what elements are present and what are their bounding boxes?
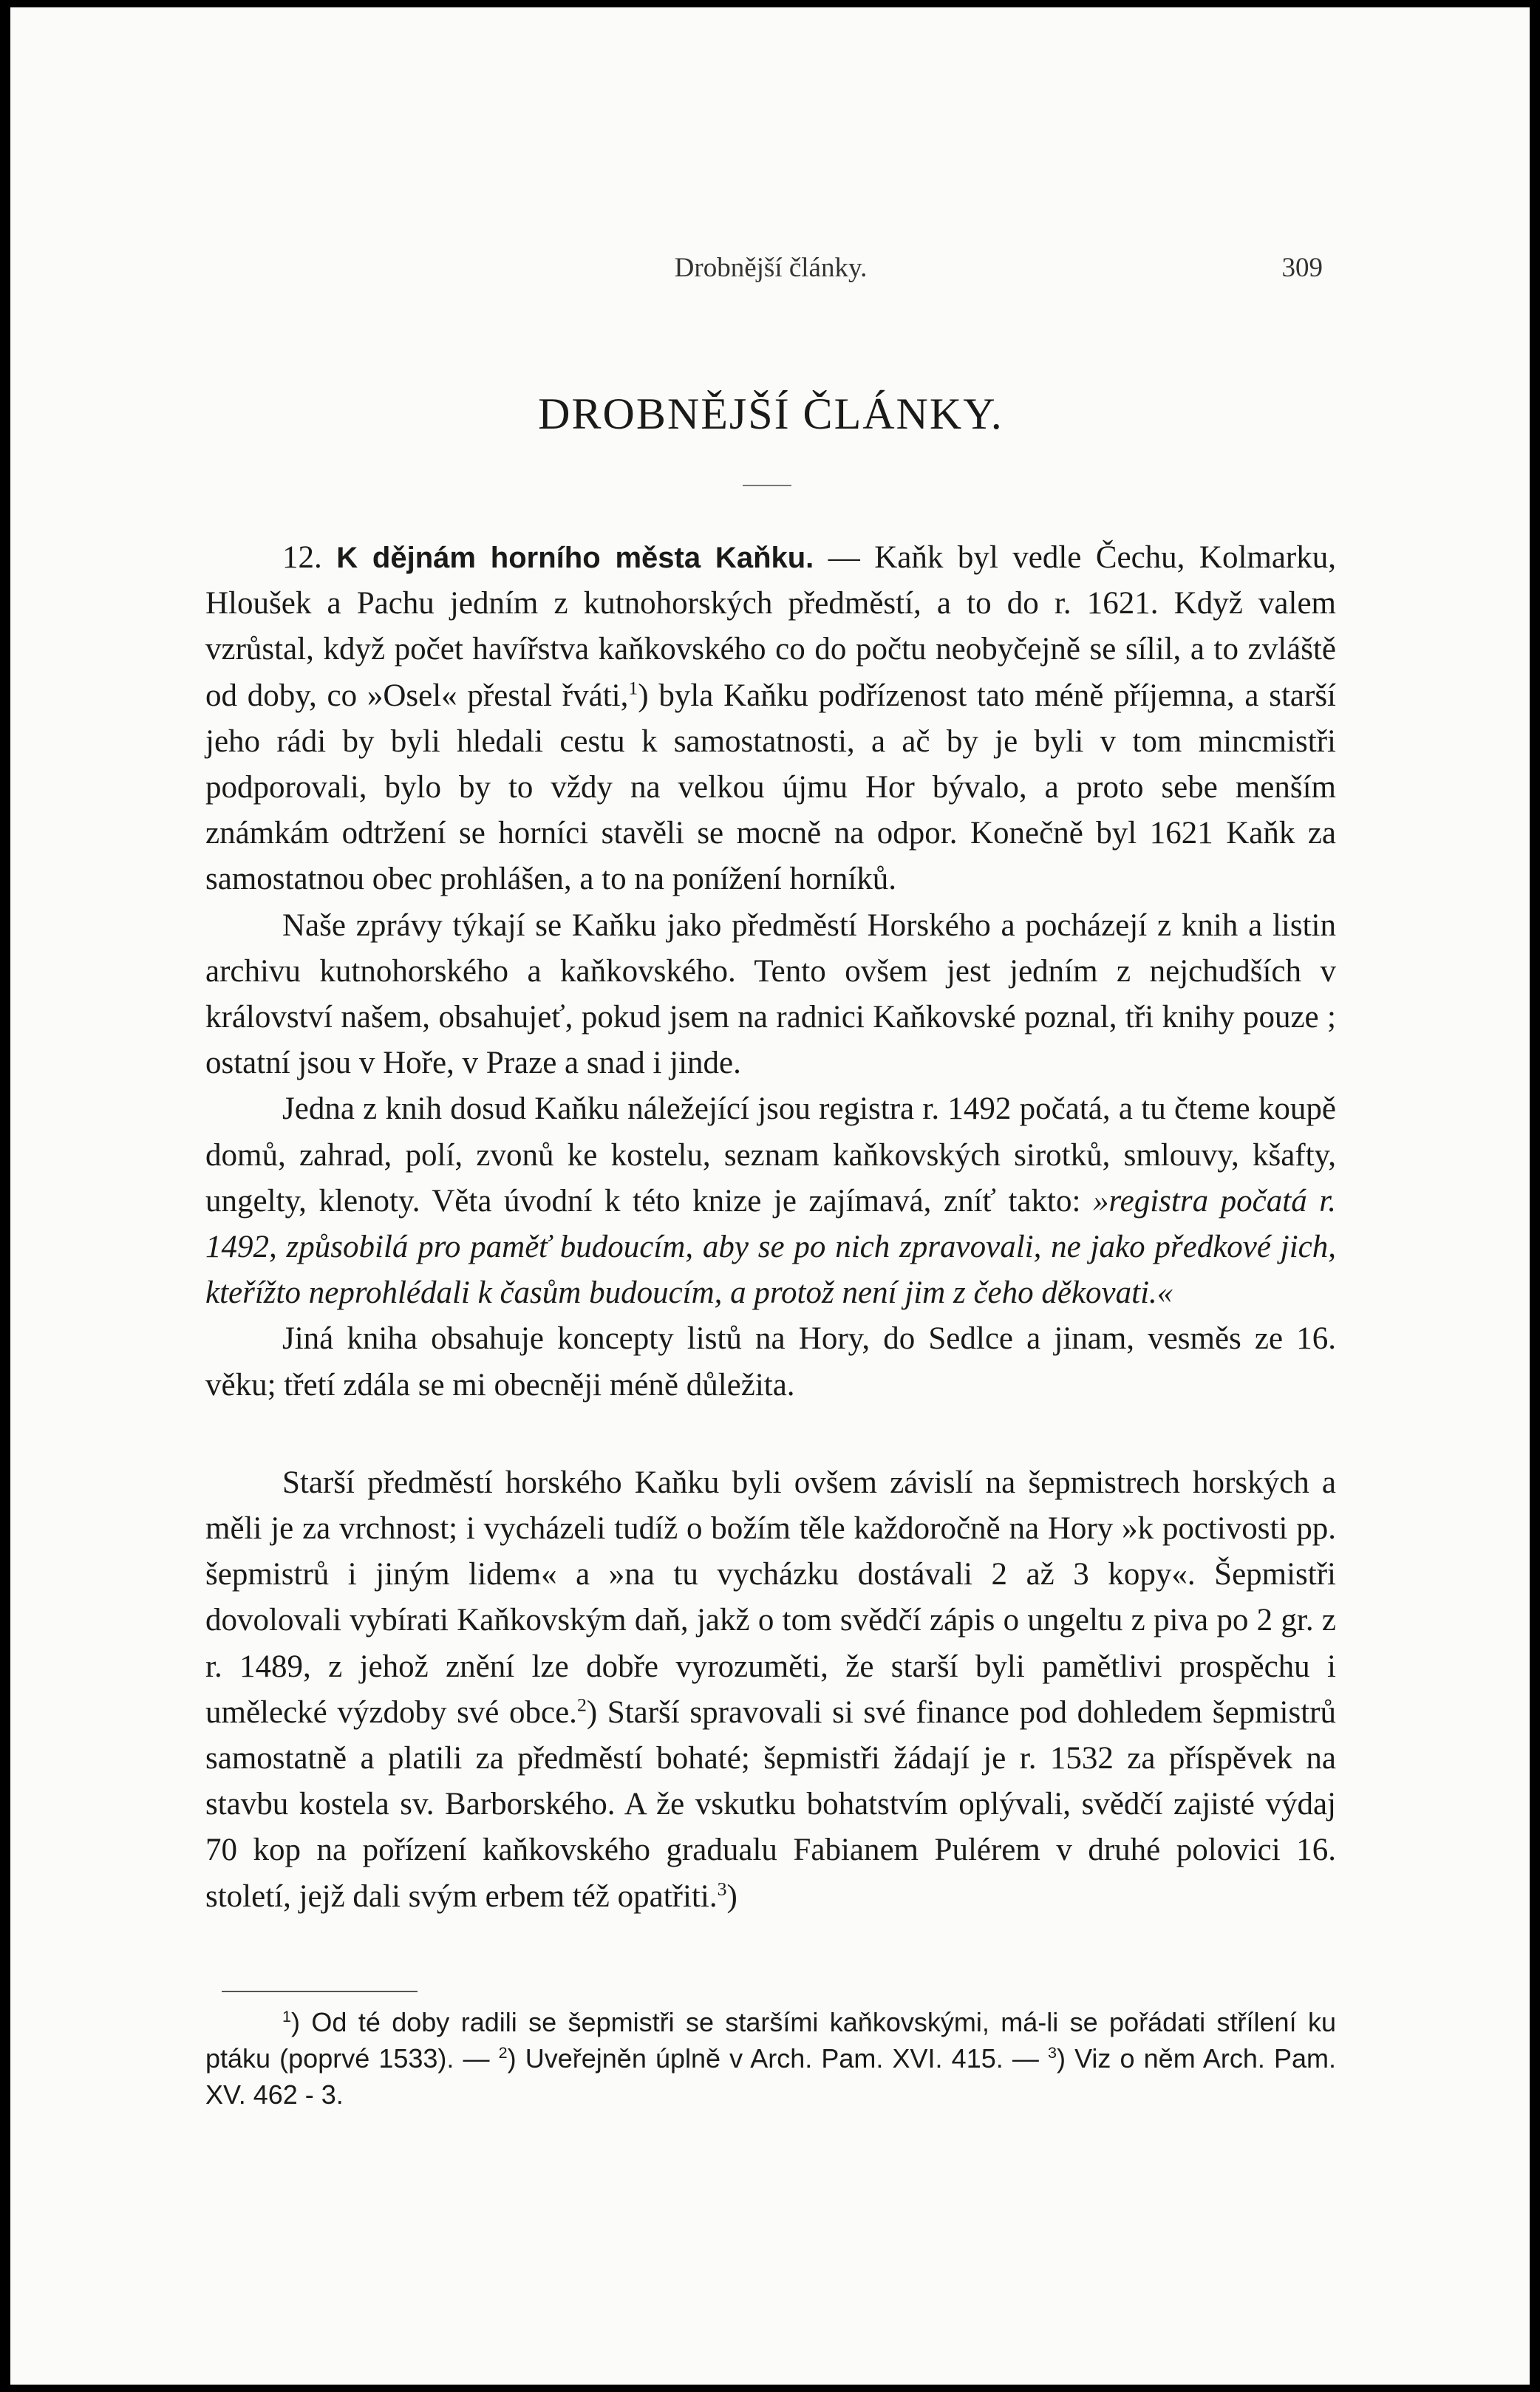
paragraph-2: Naše zprávy týkají se Kaňku jako předměstí Horského a pocházejí z knih a listin archivu kutnohorského a kaňkovského. Tento ovšem jest jedním z nejchudších v království našem, obsahujeť, pokud jsem na radnici Kaňkovské poznal, tři knihy pouze ; ostatní jsou v Hoře, v Praze a snad i jinde.	[205, 907, 1336, 1081]
article-heading: K dějnám horního města Kaňku.	[336, 542, 814, 574]
footnote-1-text: ) Od té doby radili se šepmistři se staršími kaňkovskými, má-li se pořádati střílení ku ptáku (poprvé 1533). —	[205, 2007, 1336, 2074]
footnote-block	[205, 2004, 1336, 2113]
paragraph-3-quote: »registra počatá r. 1492, způsobilá pro paměť budoucím, aby se po nich zpravovali, ne jako předkové jich, kteřížto neprohlédali k časům budoucím, a protož není jim z čeho děkovati.«	[205, 1183, 1336, 1311]
paragraph-1-text-cont: ) byla Kaňku podřízenost tato méně příjemna, a starší jeho rádi by byli hledali cestu k samostatnosti, a ač by je byli v tom mincmistři podporovali, bylo by to vždy na velkou újmu Hor bývalo, a proto sebe menším známkám odtržení se horníci stavěli se mocně na odpor. Konečně byl 1621 Kaňk za samostatnou obec prohlášen, a to na ponížení horníků.	[205, 678, 1337, 897]
title-divider	[743, 485, 791, 486]
footnote-ref-2: 2	[576, 1694, 587, 1716]
footnote-mark-2: 2	[498, 2043, 508, 2062]
paragraph-5-text: Starší předměstí horského Kaňku byli ovšem závislí na šepmistrech horských a měli je za vrchnost; i vycházeli tudíž o božím těle každoročně na Hory »k poctivosti pp. šepmistrů i jiným lidem« a »na tu vycházku dostávali 2 až 3 kopy«. Šepmistři dovolovali vybírati Kaňkovským daň, jakž o tom svědčí zápis o ungeltu z piva po 2 gr. z r. 1489, z jehož znění lze dobře vyrozuměti, že starší byli pamětlivi prospěchu i umělecké výzdoby své obce.	[205, 1465, 1336, 1730]
article-body	[205, 535, 1336, 1920]
page-number: 309	[1281, 253, 1323, 283]
scanned-page	[10, 7, 1530, 2385]
paragraph-5-text-cont: ) Starší spravovali si své finance pod dohledem šepmistrů samostatně a platili za předměstí bohaté; šepmistři žádají je r. 1532 za příspěvek na stavbu kostela sv. Barborského. A že vskutku bohatstvím oplývali, svědčí zajisté výdaj 70 kop na pořízení kaňkovského gradualu Fabianem Pulérem v druhé polovici 16. století, jejž dali svým erbem též opatřiti.	[205, 1694, 1337, 1914]
running-header	[205, 245, 1336, 290]
footnote-ref-1: 1	[628, 677, 638, 699]
footnote-mark-3: 3	[1047, 2043, 1057, 2062]
paragraph-1-text: — Kaňk byl vedle Čechu, Kolmarku, Hloušek a Pachu jedním z kutnohorských předměstí, a to do r. 1621. Když valem vzrůstal, když počet havířstva kaňkovského co do počtu neobyčejně se sílil, a to zvláště od doby, co »Osel« přestal řváti,	[205, 540, 1336, 713]
footnotes	[205, 2004, 1336, 2113]
footnote-3-text: ) Viz o něm Arch. Pam. XV. 462 - 3.	[205, 2043, 1336, 2110]
paragraph-5	[205, 1460, 1336, 1920]
footnote-mark-1: 1	[282, 2007, 292, 2025]
paragraph-3	[205, 1086, 1336, 1316]
paragraph-1	[205, 535, 1336, 903]
footnote-divider	[222, 1991, 418, 1992]
running-title: Drobnější články.	[674, 253, 868, 283]
article-number: 12.	[282, 540, 322, 575]
paragraph-4: Jiná kniha obsahuje koncepty listů na Hory, do Sedlce a jinam, vesměs ze 16. věku; třetí zdála se mi obecněji méně důležita.	[205, 1321, 1336, 1403]
paragraph-5-text-end: )	[726, 1878, 737, 1914]
footnote-ref-3: 3	[717, 1878, 727, 1900]
section-title: DROBNĚJŠÍ ČLÁNKY.	[538, 389, 1004, 438]
footnote-2-text: ) Uveřejněn úplně v Arch. Pam. XVI. 415. —	[507, 2043, 1048, 2074]
paragraph-3-text: Jedna z knih dosud Kaňku náležející jsou registra r. 1492 počatá, a tu čteme koupě domů, zahrad, polí, zvonů ke kostelu, seznam kaňkovských sirotků, smlouvy, kšafty, ungelty, klenoty. Věta úvodní k této knize je zajímavá, zníť takto:	[205, 1091, 1336, 1219]
